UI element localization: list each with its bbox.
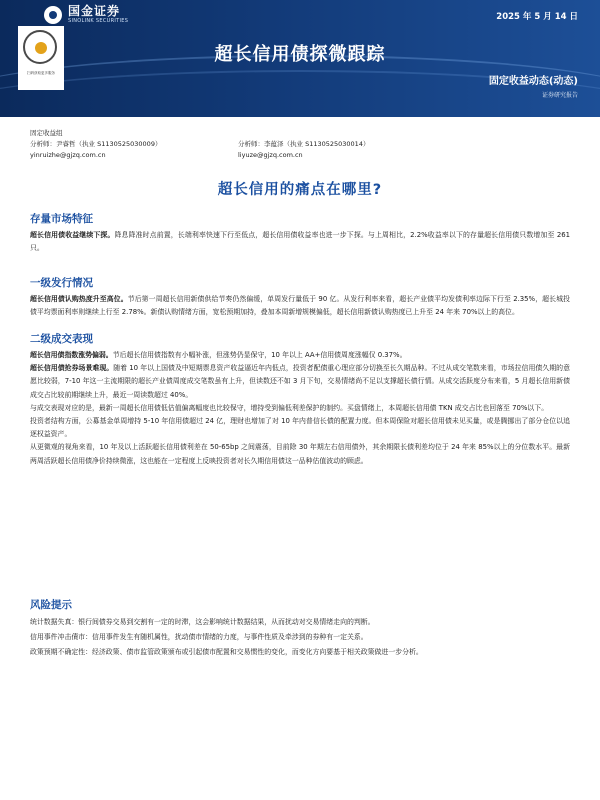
analyst-2: 分析师：李蕴泽（执业 S1130525030014）	[238, 140, 370, 148]
analyst-info	[30, 128, 369, 161]
qr-caption: 扫码获取更多服务	[27, 71, 55, 75]
section-title: 一级发行情况	[30, 277, 93, 289]
lead-sentence: 超长信用债抢券场景难现。	[30, 364, 114, 373]
series-title: 超长信用债探微跟踪	[214, 44, 386, 65]
section-stock-market	[30, 212, 570, 255]
report-title: 超长信用的痛点在哪里?	[217, 182, 383, 198]
lead-sentence: 超长信用债收益继续下探。	[30, 231, 115, 239]
analyst-1: 分析师：尹睿哲（执业 S1130525030009）	[30, 140, 162, 148]
body-text: 随着 10 年以上国债及中短期票息资产收益逼近年内低点，投资者配债重心理应部分切换至长久期品种。不过从成交笔数来看，市场拉信用债久期的意愿比较弱，7-10 年这一主流期限的超长产业债周度成交笔数虽有上升，但读数还不如 3 月下旬，交易情绪尚不足以支撑超长债行情。从成交活跃度分布来看，5 月超长信用新债成交占比较前期继续上升，最近一周读数超过 40%。	[30, 364, 570, 399]
analyst-2-email[interactable]: liyuze@gjzq.com.cn	[238, 151, 303, 159]
section-title: 存量市场特征	[30, 213, 93, 225]
body-text: 降息降准时点前置，长端利率快速下行至低点，超长信用债收益率也进一步下探。与上周相比，2.2%收益率以下的存量超长信用债只数增加至 261 只。	[30, 231, 571, 253]
logo-text: 国金证券	[68, 4, 121, 18]
section-title: 风险提示	[30, 599, 72, 611]
report-header	[0, 0, 600, 117]
risk-item: 政策预期不确定性：经济政策、债市监管政策颁布或引起债市配置和交易惯性的变化，而变化方向要基于相关政策做进一步分析。	[30, 648, 423, 657]
section-title: 二级成交表现	[30, 333, 93, 345]
section-paragraph	[30, 229, 570, 255]
company-logo	[44, 5, 128, 25]
risk-item: 统计数据失真：银行间债券交易到交割有一定的时滞，这会影响统计数据结果，从而扰动对交易情绪走向的判断。	[30, 618, 375, 626]
section-paragraph	[30, 362, 570, 402]
logo-icon	[44, 6, 62, 24]
lead-sentence: 超长信用债指数涨势偏弱。	[30, 351, 113, 359]
lead-sentence: 超长信用债认购热度升至高位。	[30, 295, 128, 303]
body-text: 节后第一周超长信用新债供给节奏仍然偏缓，单周发行量低于 90 亿。从发行利率来看，超长产业债平均发债利率边际下行至 2.35%，超长城投债平均票面利率则继续上行至 2.78%。新债认购情绪方面，宽松预期加持，叠加本周新增规模偏低，超长信用新债认购热度已上升至 24 年来 70%以上的高位。	[30, 295, 570, 317]
section-risk-warning	[30, 598, 570, 661]
report-category: 固定收益动态(动态)	[488, 76, 578, 87]
report-type: 证券研究报告	[541, 92, 578, 99]
section-paragraph: 投资者结构方面，公募基金单周增持 5-10 年信用债超过 24 亿，理财也增加了对 10 年内普信长债的配置力度。但本周保险对超长信用债未见买量，或是腾挪出了部分仓位以追逐权益资产。	[30, 417, 570, 439]
section-paragraph	[30, 293, 570, 319]
section-paragraph	[30, 349, 570, 362]
report-date: 2025 年 5 月 14 日	[496, 12, 578, 22]
body-text: 节后超长信用债指数有小幅补涨，但涨势仍显保守，10 年以上 AA+信用债周度涨幅仅 0.37%。	[112, 351, 407, 359]
section-paragraph: 与成交表现对应的是，最新一周超长信用债低估值偏离幅度也比较保守，增持受到偏低利差保护的制约。买盘情绪上，本周超长信用债 TKN 成交占比也回落至 70%以下。	[30, 403, 549, 412]
analyst-1-email[interactable]: yinruizhe@gjzq.com.cn	[30, 151, 106, 159]
section-paragraph: 从更微观的视角来看，10 年及以上活跃超长信用债利差在 50-65bp 之间震荡，目前除 30 年期左右信用债外，其余期限长债利差均位于 24 年来 85%以上的分位数水平。最新两周活跃超长信用债净价持续微涨，这也能在一定程度上反映投资者对长久期信用债这一品种估值波动的顾虑。	[30, 443, 570, 465]
section-secondary-trading	[30, 332, 570, 468]
section-primary-issuance	[30, 276, 570, 319]
risk-item: 信用事件冲击債市：信用事件发生有随机属性，扰动债市情绪的力度，与事件性质及牵涉到的券种有一定关系。	[30, 633, 368, 642]
logo-subtext: SINOLINK SECURITIES	[68, 18, 129, 24]
group-name: 固定收益组	[30, 129, 63, 137]
